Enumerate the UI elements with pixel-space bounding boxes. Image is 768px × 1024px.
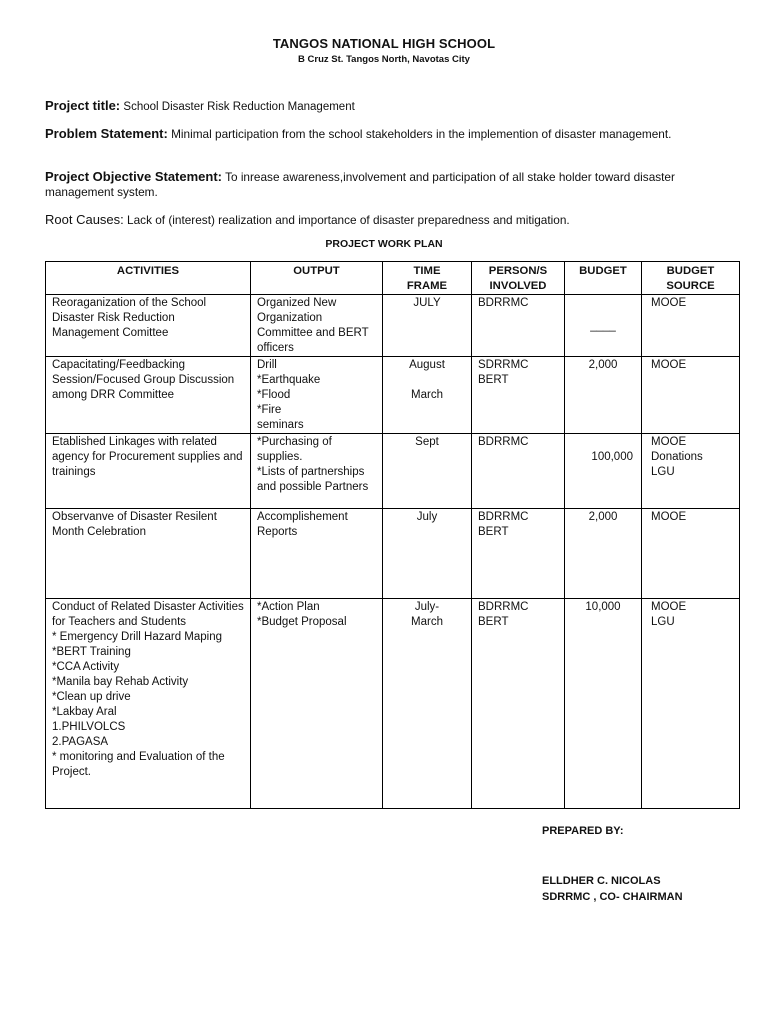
cell-activity: Observanve of Disaster Resilent Month Celebration [46,509,251,599]
cell-activity: Conduct of Related Disaster Activities for Teachers and Students * Emergency Drill Hazard Maping *BERT Training *CCA Activity *Manila bay Rehab Activity *Clean up drive *Lakbay Aral 1.PHILVOLCS 2.PAGASA * monitoring and Evaluation of the Project. [46,599,251,809]
cell-time-frame: August March [383,357,472,434]
work-plan-table [45,261,740,809]
cell-time-frame: July- March [383,599,472,809]
header-budget-source: BUDGET SOURCE [642,262,740,295]
cell-persons: BDRRMC [472,434,565,509]
table-header-row [46,262,740,295]
header-budget: BUDGET [565,262,642,295]
cell-budget: 2,000 [565,509,642,599]
cell-output: Accomplishement Reports [251,509,383,599]
signer-name: ELLDHER C. NICOLAS [542,875,661,887]
table-row [46,357,740,434]
school-name: TANGOS NATIONAL HIGH SCHOOL [272,36,496,51]
cell-output: Organized New Organization Committee and BERT officers [251,295,383,357]
project-title-label: Project title: [45,98,121,113]
cell-budget-source: MOOE [642,509,740,599]
cell-time-frame: July [383,509,472,599]
project-title [45,98,735,115]
cell-output: *Action Plan *Budget Proposal [251,599,383,809]
cell-persons: BDRRMC BERT [472,509,565,599]
table-row [46,509,740,599]
cell-output: Drill *Earthquake *Flood *Fire seminars [251,357,383,434]
root-causes-value: Lack of (interest) realization and importance of disaster preparedness and mitigation. [127,213,570,227]
cell-time-frame: Sept [383,434,472,509]
cell-budget: ____ [565,295,642,357]
header-activities: ACTIVITIES [46,262,251,295]
cell-budget: 2,000 [565,357,642,434]
problem-statement-value: Minimal participation from the school stakeholders in the implemention of disaster management. [171,127,672,141]
cell-activity: Etablished Linkages with related agency for Procurement supplies and trainings [46,434,251,509]
header-output: OUTPUT [251,262,383,295]
table-row [46,599,740,809]
cell-budget: 100,000 [565,434,642,509]
header-persons: PERSON/S INVOLVED [472,262,565,295]
cell-activity: Capacitating/Feedbacking Session/Focused Group Discussion among DRR Committee [46,357,251,434]
root-causes-label: Root Causes: [45,212,124,227]
school-address: B Cruz St. Tangos North, Navotas City [298,54,470,65]
cell-budget-source: MOOE LGU [642,599,740,809]
root-causes [45,212,735,228]
cell-persons: SDRRMC BERT [472,357,565,434]
cell-budget: 10,000 [565,599,642,809]
problem-statement-label: Problem Statement: [45,126,168,141]
objective-statement [45,169,735,200]
problem-statement [45,126,735,142]
objective-statement-label: Project Objective Statement: [45,169,222,184]
cell-persons: BDRRMC BERT [472,599,565,809]
header-time-frame: TIME FRAME [383,262,472,295]
work-plan-title: PROJECT WORK PLAN [325,238,443,250]
cell-budget-source: MOOE [642,357,740,434]
cell-budget-source: MOOE Donations LGU [642,434,740,509]
cell-budget-source: MOOE [642,295,740,357]
objective-statement-value: To inrease awareness,involvement and participation of all stake holder toward disaster management system. [45,170,675,199]
project-title-value: School Disaster Risk Reduction Management [123,101,355,113]
table-row [46,434,740,509]
table-row [46,295,740,357]
cell-activity: Reoraganization of the School Disaster Risk Reduction Management Comittee [46,295,251,357]
cell-time-frame: JULY [383,295,472,357]
prepared-by-label: PREPARED BY: [542,825,624,837]
cell-persons: BDRRMC [472,295,565,357]
signer-position: SDRRMC , CO- CHAIRMAN [542,891,683,903]
cell-output: *Purchasing of supplies. *Lists of partnerships and possible Partners [251,434,383,509]
